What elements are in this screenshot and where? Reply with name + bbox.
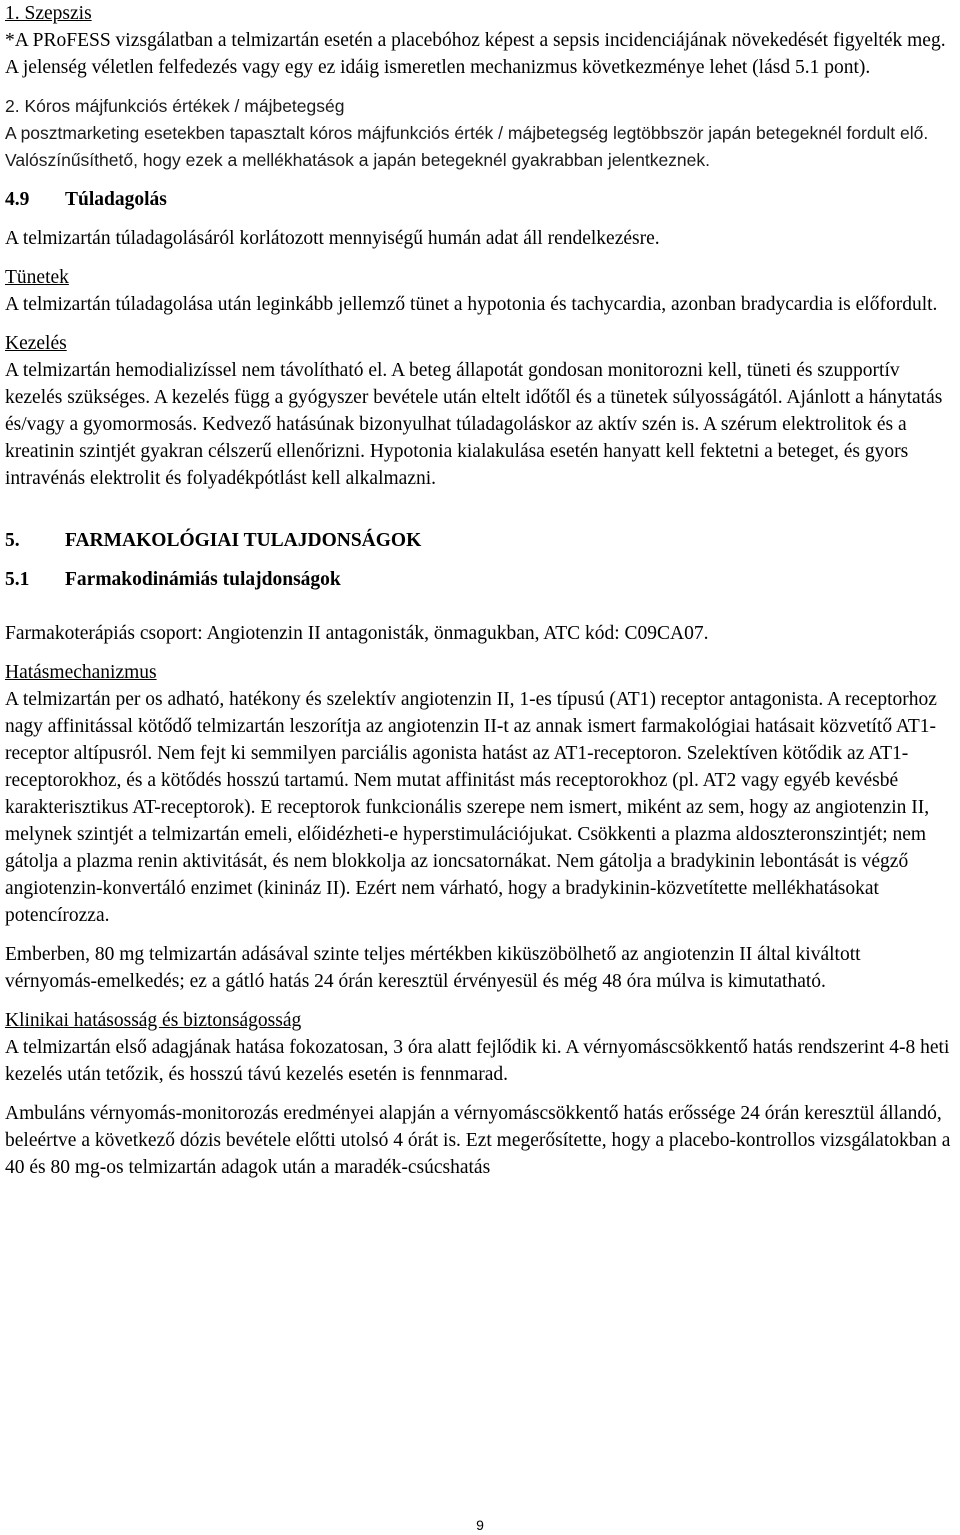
sepsis-text: *A PRoFESS vizsgálatban a telmizartán esetén a placebóhoz képest a sepsis incidenciájának növekedését figyelték meg. A jelenség véletlen felfedezés vagy egy ez idáig ismeretlen mechanizmus következménye lehet (lásd 5.1 pont). (5, 30, 946, 78)
pharmacology-title: FARMAKOLÓGIAI TULAJDONSÁGOK (65, 530, 422, 551)
ambulatory-text: Ambuláns vérnyomás-monitorozás eredményei alapján a vérnyomáscsökkentő hatás erőssége 24 órán keresztül állandó, beleértve a következő dózis bevétele előtti utolsó 4 órát is. Ezt megerősítette, hogy a placebo-kontrollos vizsgálatokban a 40 és 80 mg-os telmizartán adagok után a maradék-csúcshatás (5, 1103, 951, 1178)
pharmacodynamics-number: 5.1 (5, 569, 30, 590)
symptoms-title: Tünetek (5, 267, 69, 288)
liver-title: 2. Kóros májfunkciós értékek / májbetegség (5, 96, 345, 116)
human-effect-text: Emberben, 80 mg telmizartán adásával szinte teljes mértékben kiküszöbölhető az angiotenzin II által kiváltott vérnyomás-emelkedés; ez a gátló hatás 24 órán keresztül érvényesül és még 48 óra múlva is kimutatható. (5, 944, 861, 992)
treatment-title: Kezelés (5, 333, 67, 354)
symptoms-text: A telmizartán túladagolása után leginkább jellemző tünet a hypotonia és tachycardia, azonban bradycardia is előfordult. (5, 294, 938, 315)
treatment-text: A telmizartán hemodializíssel nem távolítható el. A beteg állapotát gondosan monitorozni kell, tüneti és szupportív kezelés szükséges. A kezelés függ a gyógyszer bevétele után eltelt időtől és a tünetek súlyosságától. Ajánlott a hánytatás és/vagy a gyomormosás. Kedvező hatásúnak bizonyulhat túladagoláskor az aktív szén is. A szérum elektrolitok és a kreatinin szintjét gyakran célszerű ellenőrizni. Hypotonia kialakulása esetén hanyatt kell fektetni a beteget, és gyors intravénás elektrolit és folyadékpótlást kell alkalmazni. (5, 360, 943, 489)
pharmacotherapeutic-group: Farmakoterápiás csoport: Angiotenzin II antagonisták, önmagukban, ATC kód: C09CA07. (5, 623, 709, 644)
sepsis-title: 1. Szepszis (5, 3, 92, 24)
overdose-number: 4.9 (5, 189, 30, 210)
pharmacology-heading (5, 527, 955, 554)
document-page (5, 0, 955, 1181)
pharmacodynamics-heading (5, 566, 955, 593)
mechanism-text: A telmizartán per os adható, hatékony és szelektív angiotenzin II, 1-es típusú (AT1) receptor antagonista. A receptorhoz nagy affinitással kötődő telmizartán leszorítja az angiotenzin II-t az annak ismert farmakológiai hatásait közvetítő AT1-receptor altípusról. Nem fejt ki semmilyen parciális agonista hatást az AT1-receptoron. Szelektíven kötődik az AT1-receptorokhoz, és a kötődés hosszú tartamú. Nem mutat affinitást más receptorokhoz (pl. AT2 vagy egyéb kevésbé karakterisztikus AT-receptorok). E receptorok funkcionális szerepe nem ismert, miként az sem, hogy az angiotenzin II, melynek szintjét a telmizartán emeli, előidézheti-e hyperstimulációjukat. Csökkenti a plazma aldoszteronszintjét; nem gátolja a plazma renin aktivitását, és nem blokkolja az ioncsatornákat. Nem gátolja a bradykinin lebontását is végző angiotenzin-konvertáló enzimet (kinináz II). Ezért nem várható, hogy a bradykinin-közvetítette mellékhatásokat potencírozza. (5, 689, 937, 926)
liver-text: A posztmarketing esetekben tapasztalt kóros májfunkciós érték / májbetegség legtöbbször japán betegeknél fordult elő. Valószínűsíthető, hogy ezek a mellékhatások a japán betegeknél gyakrabban jelentkeznek. (5, 123, 929, 170)
overdose-heading (5, 186, 955, 213)
pharmacodynamics-title: Farmakodinámiás tulajdonságok (65, 569, 341, 590)
efficacy-text: A telmizartán első adagjának hatása fokozatosan, 3 óra alatt fejlődik ki. A vérnyomáscsökkentő hatás rendszerint 4-8 heti kezelés után tetőzik, és hosszú távú kezelés esetén is fennmarad. (5, 1037, 950, 1085)
overdose-title: Túladagolás (65, 189, 167, 210)
pharmacology-number: 5. (5, 530, 20, 551)
efficacy-title: Klinikai hatásosság és biztonságosság (5, 1010, 302, 1031)
page-number: 9 (476, 1517, 484, 1533)
mechanism-title: Hatásmechanizmus (5, 662, 157, 683)
overdose-intro: A telmizartán túladagolásáról korlátozott mennyiségű humán adat áll rendelkezésre. (5, 228, 660, 249)
